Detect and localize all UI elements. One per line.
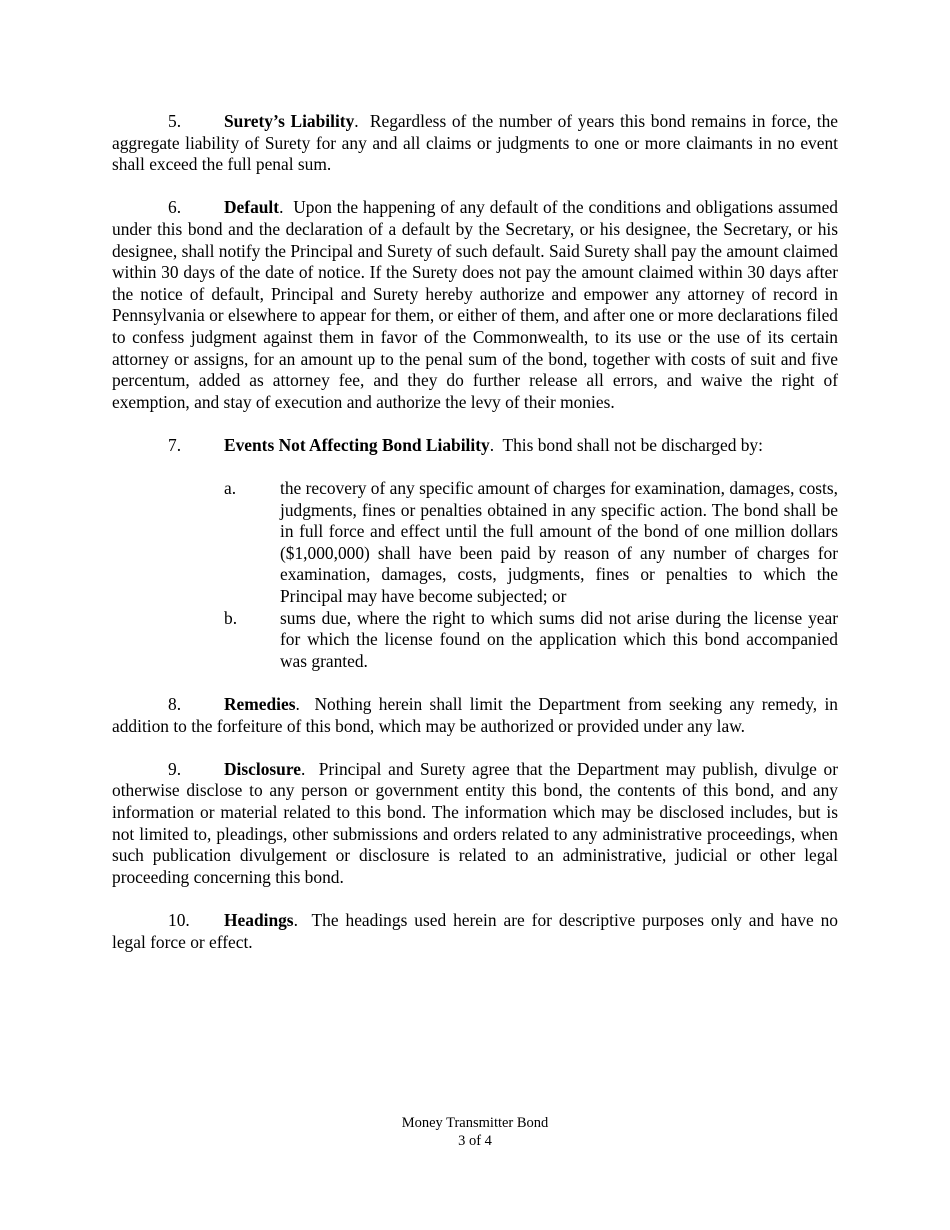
subitem-text: sums due, where the right to which sums did not arise during the license year for which the license found on the application which this bond accompanied was granted. [280, 607, 838, 671]
section-number: 9. [168, 758, 182, 779]
section-7-subitems [224, 478, 838, 672]
section-number: 8. [168, 694, 182, 715]
section-text: This bond shall not be discharged by: [502, 434, 763, 455]
section-number: 5. [168, 111, 182, 131]
section-heading: Default [224, 197, 280, 218]
section-text: Regardless of the number of years this bond remains in force, the aggregate liability of Surety for any and all claims or judgments to one or more claimants in no event shall exceed the full penal sum. [112, 111, 838, 175]
page-footer [0, 1114, 950, 1150]
subitem-letter: a. [224, 478, 237, 499]
section-9: 9. Disclosure. Principal and Surety agree that the Department may publish, divulge or otherwise disclose to any person or government entity this bond, the contents of this bond, and any information or material related to this bond. The information which may be disclosed includes, but is not limited to, pleadings, other submissions and orders related to any administrative proceedings, when such publication divulgement or disclosure is related to an administrative, judicial or other legal proceeding concerning this bond. [112, 758, 839, 887]
section-number: 10. [168, 909, 190, 930]
section-text: Principal and Surety agree that the Department may publish, divulge or otherwise disclose to any person or government entity this bond, the contents of this bond, and any information or material related to this bond. The information which may be disclosed includes, but is not limited to, pleadings, other submissions and orders related to any administrative proceedings, when such publication divulgement or disclosure is related to an administrative, judicial or other legal proceeding concerning this bond. [112, 758, 839, 887]
subitem-b [224, 608, 838, 673]
section-heading: Surety’s Liability [224, 111, 355, 131]
footer-title: Money Transmitter Bond [401, 1115, 549, 1131]
section-heading: Headings [224, 909, 294, 930]
document-body [112, 111, 838, 975]
section-10: 10. Headings. The headings used herein are for descriptive purposes only and have no legal force or effect. [112, 909, 838, 952]
page-number: 3 of 4 [458, 1133, 492, 1149]
section-5: 5. Surety’s Liability. Regardless of the number of years this bond remains in force, the aggregate liability of Surety for any and all claims or judgments to one or more claimants in no event shall exceed the full penal sum. [112, 111, 838, 175]
section-7: 7. Events Not Affecting Bond Liability. This bond shall not be discharged by: [168, 434, 763, 455]
section-text: Nothing herein shall limit the Department from seeking any remedy, in addition to the forfeiture of this bond, which may be authorized or provided under any law. [112, 694, 838, 736]
subitem-a [224, 478, 838, 608]
section-text: The headings used herein are for descriptive purposes only and have no legal force or effect. [112, 909, 838, 952]
section-number: 6. [168, 197, 182, 218]
subitem-letter: b. [224, 607, 238, 628]
section-6: 6. Default. Upon the happening of any default of the conditions and obligations assumed under this bond and the declaration of a default by the Secretary, or his designee, the Secretary, or his designee, shall notify the Principal and Surety of such default. Said Surety shall pay the amount claimed within 30 days of the date of notice. If the Surety does not pay the amount claimed within 30 days after the notice of default, Principal and Surety hereby authorize and empower any attorney of record in Pennsylvania or elsewhere to appear for them, or either of them, and after one or more declarations filed to confess judgment against them in favor of the Commonwealth, to its use or the use of its certain attorney or assigns, for an amount up to the penal sum of the bond, together with costs of suit and five percentum, added as attorney fee, and they do further release all errors, and waive the right of exemption, and stay of execution and authorize the levy of their monies. [112, 197, 839, 412]
section-number: 7. [168, 434, 182, 455]
section-8: 8. Remedies. Nothing herein shall limit the Department from seeking any remedy, in addition to the forfeiture of this bond, which may be authorized or provided under any law. [112, 694, 838, 736]
section-text: Upon the happening of any default of the conditions and obligations assumed under this bond and the declaration of a default by the Secretary, or his designee, the Secretary, or his designee, shall notify the Principal and Surety of such default. Said Surety shall pay the amount claimed within 30 days of the date of notice. If the Surety does not pay the amount claimed within 30 days after the notice of default, Principal and Surety hereby authorize and empower any attorney of record in Pennsylvania or elsewhere to appear for them, or either of them, and after one or more declarations filed to confess judgment against them in favor of the Commonwealth, to its use or the use of its certain attorney or assigns, for an amount up to the penal sum of the bond, together with costs of suit and five percentum, added as attorney fee, and they do further release all errors, and waive the right of exemption, and stay of execution and authorize the levy of their monies. [112, 197, 839, 412]
section-heading: Remedies [224, 694, 296, 715]
section-heading: Disclosure [224, 758, 301, 779]
subitem-text: the recovery of any specific amount of charges for examination, damages, costs, judgments, fines or penalties obtained in any specific action. The bond shall be in full force and effect until the full amount of the bond of one million dollars ($1,000,000) shall have been paid by reason of any number of charges for examination, damages, costs, judgments, fines or penalties to which the Principal may have become subjected; or [280, 478, 838, 607]
section-heading: Events Not Affecting Bond Liability [224, 434, 490, 455]
